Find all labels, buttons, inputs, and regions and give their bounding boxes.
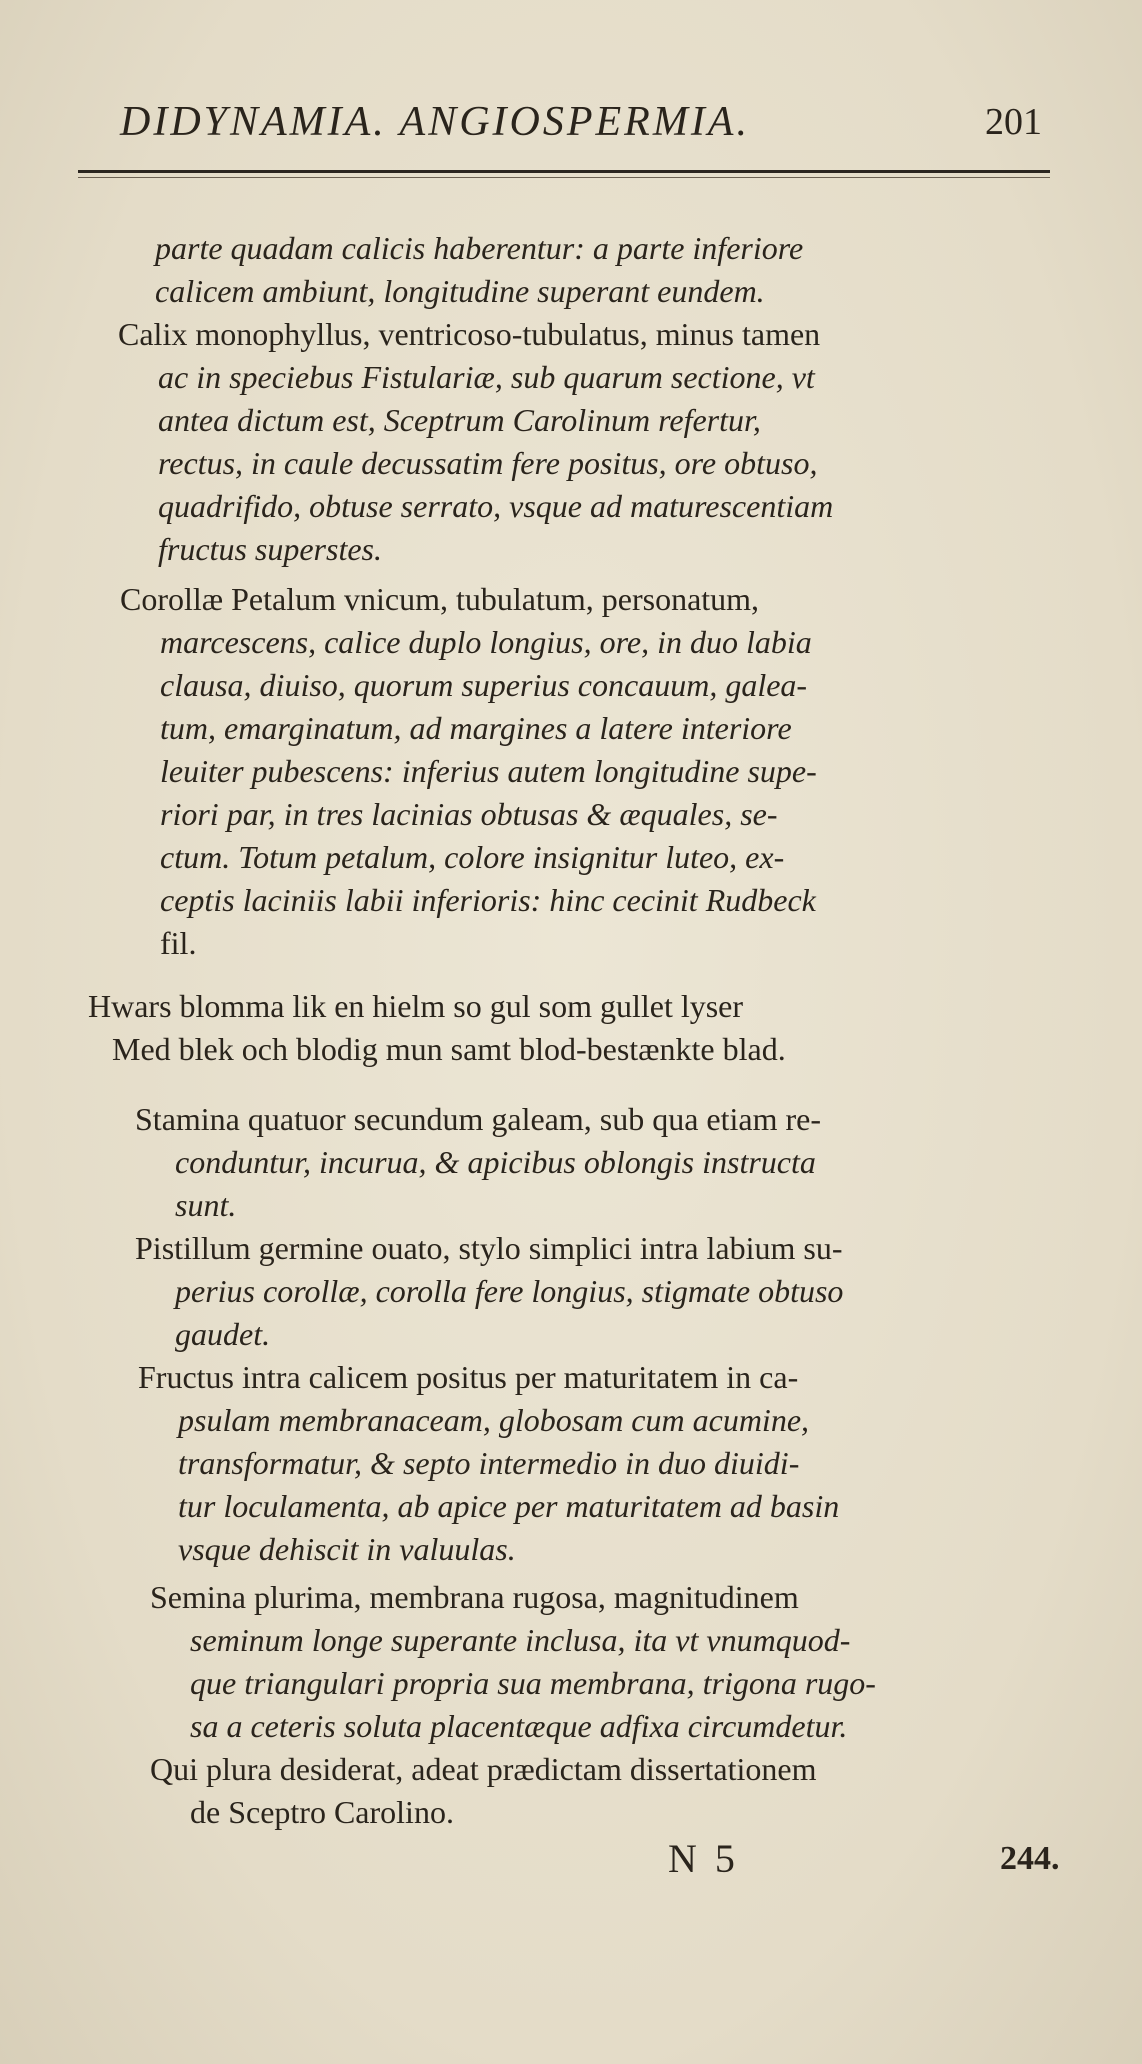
text-line: rectus, in caule decussatim fere positus, ore obtuso,: [158, 445, 818, 481]
page-number: 201: [985, 101, 1042, 143]
text-line: antea dictum est, Sceptrum Carolinum refertur,: [158, 402, 761, 438]
text-line: Fructus intra calicem positus per maturitatem in ca-: [138, 1359, 799, 1395]
header-rule: [78, 170, 1050, 178]
text-line: conduntur, incurua, & apicibus oblongis instructa: [175, 1144, 816, 1180]
text-line: tur loculamenta, ab apice per maturitatem ad basin: [178, 1488, 840, 1524]
text-line: ceptis laciniis labii inferioris: hinc cecinit Rudbeck: [160, 882, 816, 918]
text-line: psulam membranaceam, globosam cum acumine,: [178, 1402, 810, 1438]
text-line: Corollæ Petalum vnicum, tubulatum, personatum,: [120, 581, 760, 617]
text-line: Stamina quatuor secundum galeam, sub qua etiam re-: [135, 1101, 822, 1137]
catchword-number: 244.: [1000, 1840, 1060, 1877]
running-title: DIDYNAMIA. ANGIOSPERMIA.: [120, 99, 750, 145]
text-line: ctum. Totum petalum, colore insignitur luteo, ex-: [160, 839, 785, 875]
signature-mark: N 5: [668, 1836, 739, 1881]
text-line: clausa, diuiso, quorum superius concauum, galea-: [160, 667, 808, 703]
text-line: perius corollæ, corolla fere longius, stigmate obtuso: [175, 1273, 844, 1309]
text-line: ac in speciebus Fistulariæ, sub quarum sectione, vt: [158, 359, 815, 395]
text-line: Calix monophyllus, ventricoso-tubulatus, minus tamen: [118, 316, 821, 352]
text-line: de Sceptro Carolino.: [190, 1794, 454, 1830]
text-line: fil.: [160, 925, 197, 961]
text-line: riori par, in tres lacinias obtusas & æquales, se-: [160, 796, 778, 832]
text-line: marcescens, calice duplo longius, ore, in duo labia: [160, 624, 812, 660]
text-line: tum, emarginatum, ad margines a latere interiore: [160, 710, 792, 746]
text-line: sa a ceteris soluta placentæque adfixa circumdetur.: [190, 1708, 848, 1744]
text-line: Semina plurima, membrana rugosa, magnitudinem: [150, 1579, 799, 1615]
text-line: Pistillum germine ouato, stylo simplici intra labium su-: [135, 1230, 843, 1266]
text-line: quadrifido, obtuse serrato, vsque ad maturescentiam: [158, 488, 834, 524]
text-line: leuiter pubescens: inferius autem longitudine supe-: [160, 753, 817, 789]
text-line: parte quadam calicis haberentur: a parte inferiore: [155, 230, 804, 266]
text-line: Qui plura desiderat, adeat prædictam dissertationem: [150, 1751, 817, 1787]
text-line: gaudet.: [175, 1316, 271, 1352]
text-line: que triangulari propria sua membrana, trigona rugo-: [190, 1665, 876, 1701]
text-line: fructus superstes.: [158, 531, 382, 567]
text-line: sunt.: [175, 1187, 237, 1223]
verse-line: Med blek och blodig mun samt blod-bestænkte blad.: [112, 1031, 786, 1067]
text-line: calicem ambiunt, longitudine superant eundem.: [155, 273, 765, 309]
verse-line: Hwars blomma lik en hielm so gul som gullet lyser: [88, 988, 744, 1024]
text-line: seminum longe superante inclusa, ita vt vnumquod-: [190, 1622, 851, 1658]
text-line: vsque dehiscit in valuulas.: [178, 1531, 516, 1567]
text-line: transformatur, & septo intermedio in duo diuidi-: [178, 1445, 800, 1481]
